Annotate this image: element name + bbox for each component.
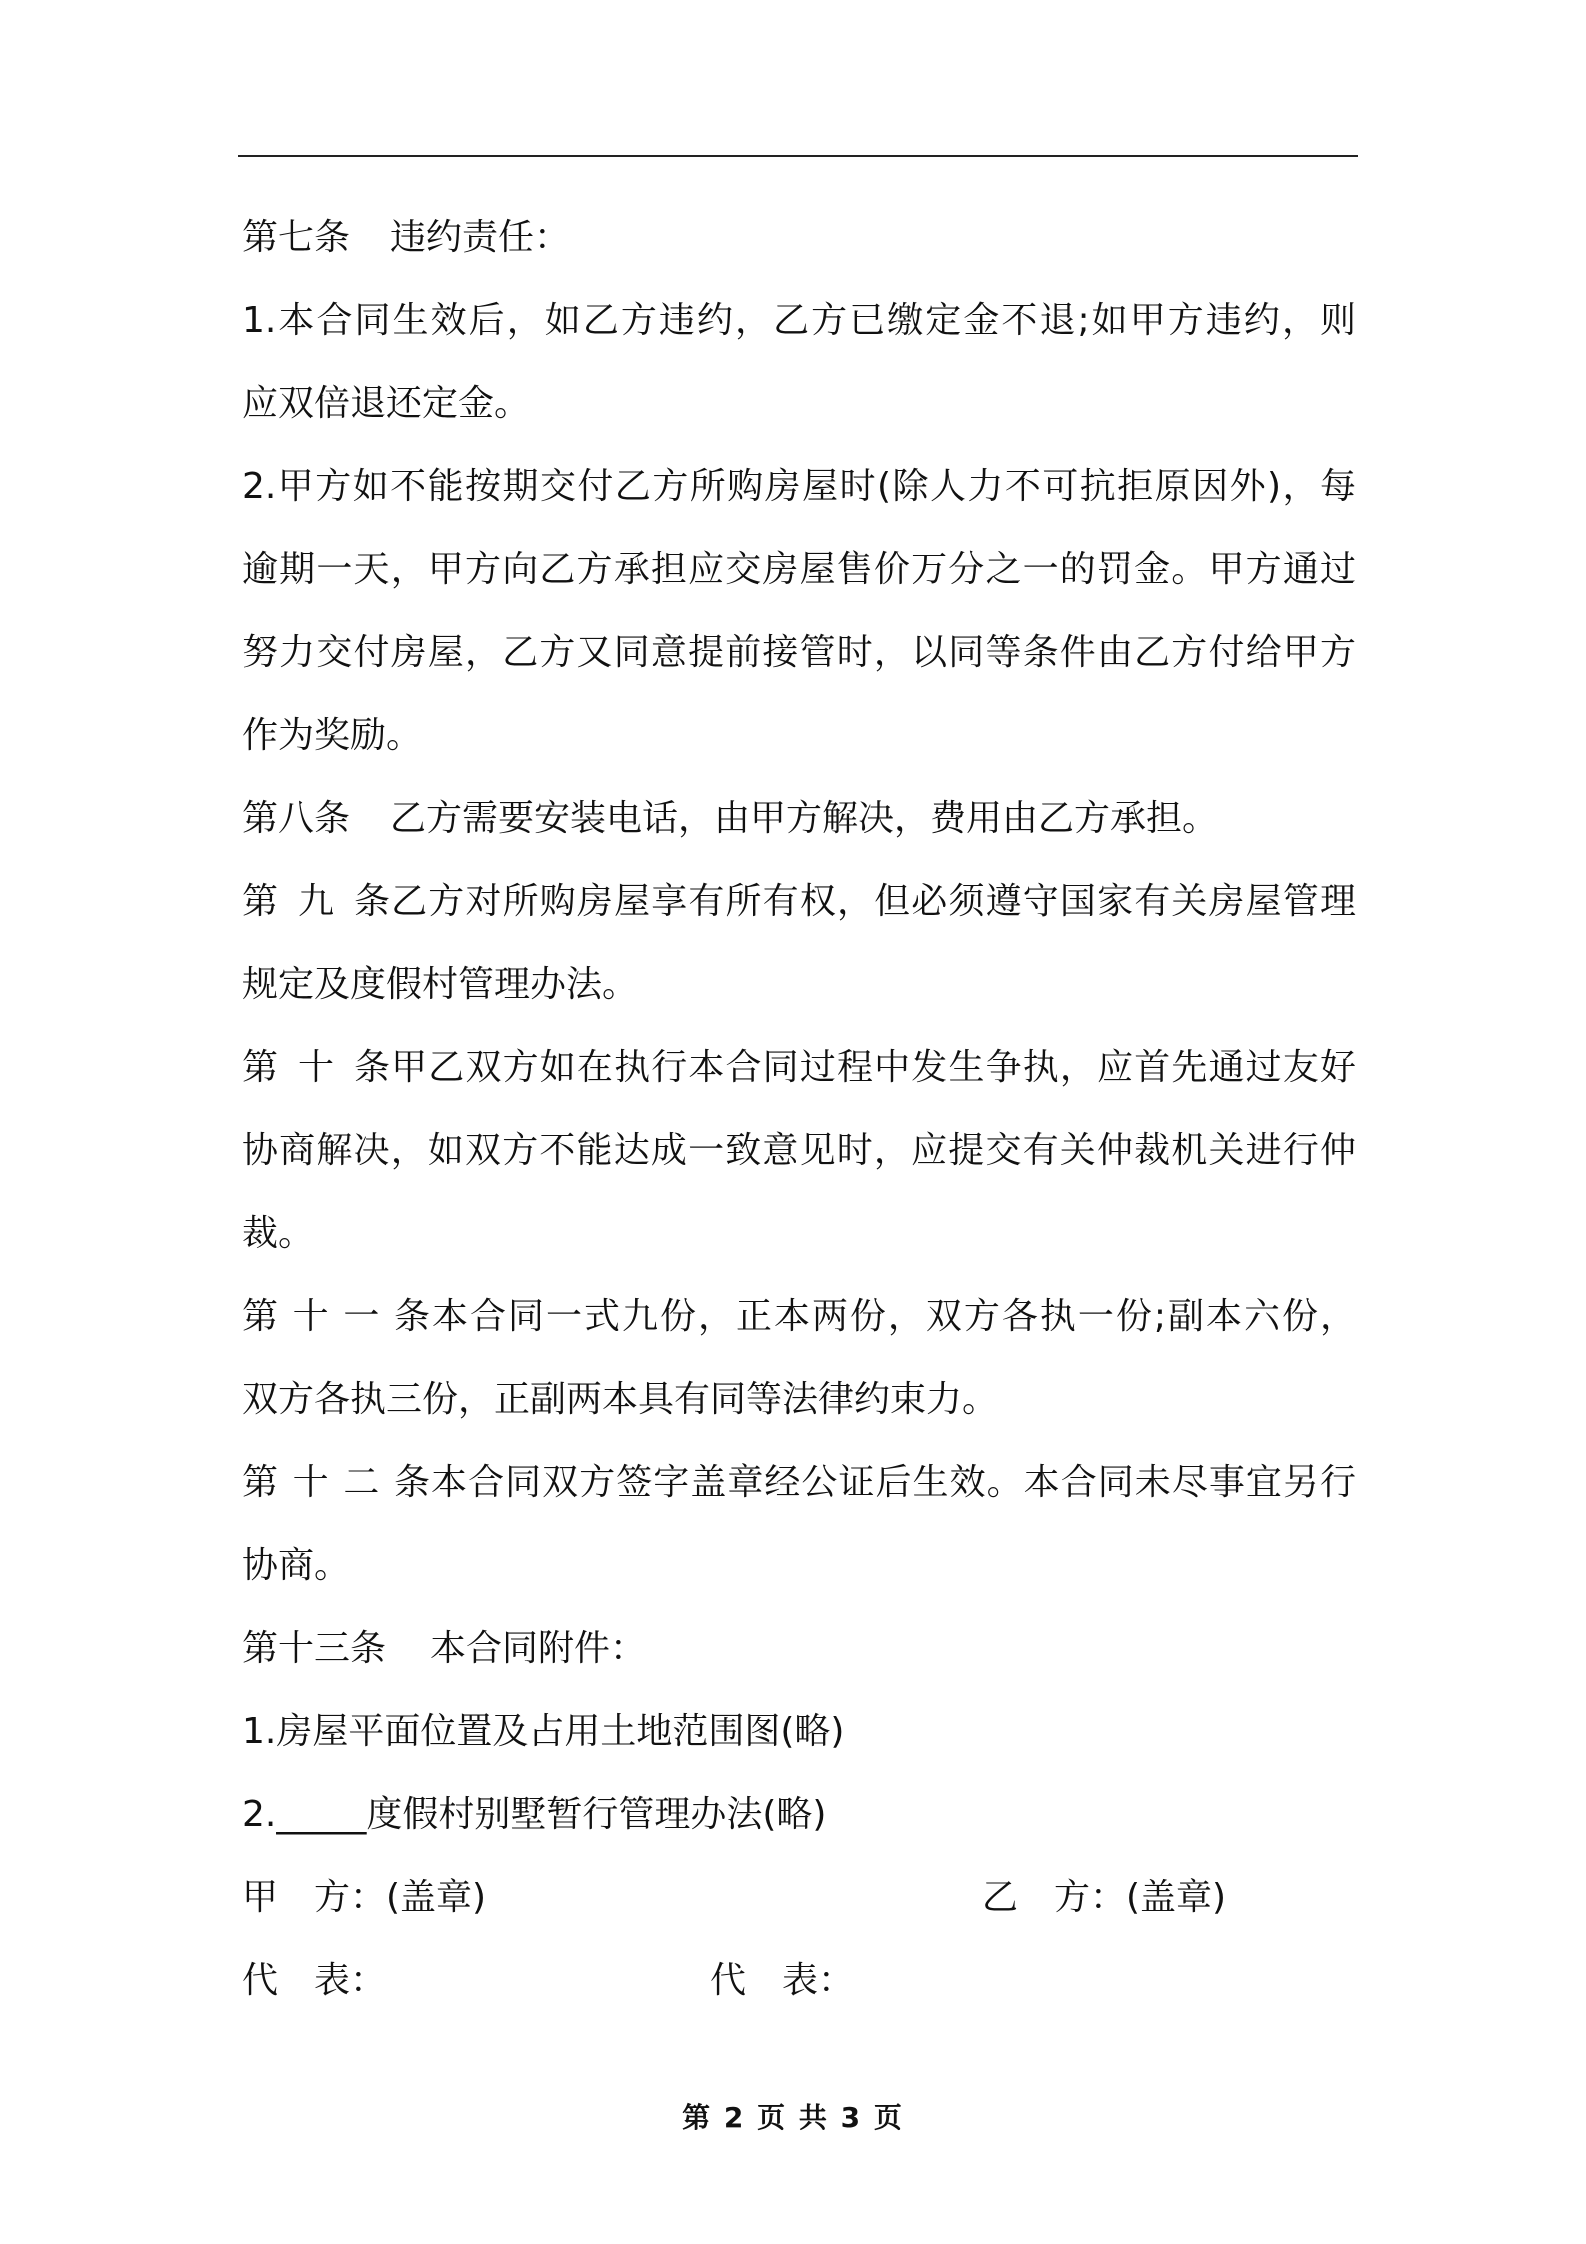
clause-7-2-line-2: 逾期一天，甲方向乙方承担应交房屋售价万分之一的罚金。甲方通过 (242, 549, 1356, 590)
clause-7-2-line-3: 努力交付房屋，乙方又同意提前接管时，以同等条件由乙方付给甲方 (242, 632, 1356, 673)
document-body (242, 196, 1356, 2022)
clause-7-1-line-2: 应双倍退还定金。 (242, 383, 531, 424)
article-number: 第十三条 (242, 1628, 387, 1669)
article-9-line-1 (242, 860, 1356, 943)
article-number: 第九条 (242, 881, 390, 922)
article-number: 第七条 (242, 217, 351, 258)
party-b-seal: 乙 方：(盖章) (982, 1877, 1227, 1918)
party-a-seal: 甲 方：(盖章) (242, 1877, 487, 1918)
signature-row-representatives (242, 1939, 1356, 2022)
article-text: 甲乙双方如在执行本合同过程中发生争执，应首先通过友好 (390, 1047, 1356, 1088)
party-a-representative: 代 表： (242, 1960, 387, 2001)
article-8 (242, 777, 1356, 860)
article-10-line-3: 裁。 (242, 1213, 315, 1254)
article-text: 本合同双方签字盖章经公证后生效。本合同未尽事宜另行 (430, 1462, 1356, 1503)
article-text: 乙方需要安装电话，由甲方解决，费用由乙方承担。 (390, 798, 1219, 839)
party-b-representative: 代 表： (710, 1960, 855, 2001)
article-number: 第十一条 (242, 1296, 430, 1337)
signature-row-parties (242, 1856, 1356, 1939)
article-text: 乙方对所购房屋享有所有权，但必须遵守国家有关房屋管理 (390, 881, 1356, 922)
article-9-line-2: 规定及度假村管理办法。 (242, 964, 639, 1005)
article-number: 第十条 (242, 1047, 390, 1088)
attachment-item-2: 2._____度假村别墅暂行管理办法(略) (242, 1794, 827, 1835)
article-title: 违约责任： (390, 217, 571, 258)
article-10-line-2: 协商解决，如双方不能达成一致意见时，应提交有关仲裁机关进行仲 (242, 1130, 1356, 1171)
article-11-line-2: 双方各执三份，正副两本具有同等法律约束力。 (242, 1379, 999, 1420)
attachment-item-1: 1.房屋平面位置及占用土地范围图(略) (242, 1711, 845, 1752)
article-13-heading (242, 1607, 1356, 1690)
article-12-line-2: 协商。 (242, 1545, 351, 1586)
article-number: 第十二条 (242, 1462, 430, 1503)
article-10-line-1 (242, 1026, 1356, 1109)
clause-7-2-line-4: 作为奖励。 (242, 715, 423, 756)
article-7-heading (242, 196, 1356, 279)
header-rule (238, 155, 1358, 157)
article-title: 本合同附件： (430, 1628, 647, 1669)
page-number: 第 2 页 共 3 页 (682, 2101, 904, 2134)
article-11-line-1 (242, 1275, 1356, 1358)
article-number: 第八条 (242, 798, 351, 839)
article-12-line-1 (242, 1441, 1356, 1524)
clause-7-2-line-1: 2.甲方如不能按期交付乙方所购房屋时(除人力不可抗拒原因外)，每 (242, 466, 1356, 507)
article-text: 本合同一式九份，正本两份，双方各执一份;副本六份， (430, 1296, 1356, 1337)
clause-7-1-line-1: 1.本合同生效后，如乙方违约，乙方已缴定金不退;如甲方违约，则 (242, 300, 1356, 341)
